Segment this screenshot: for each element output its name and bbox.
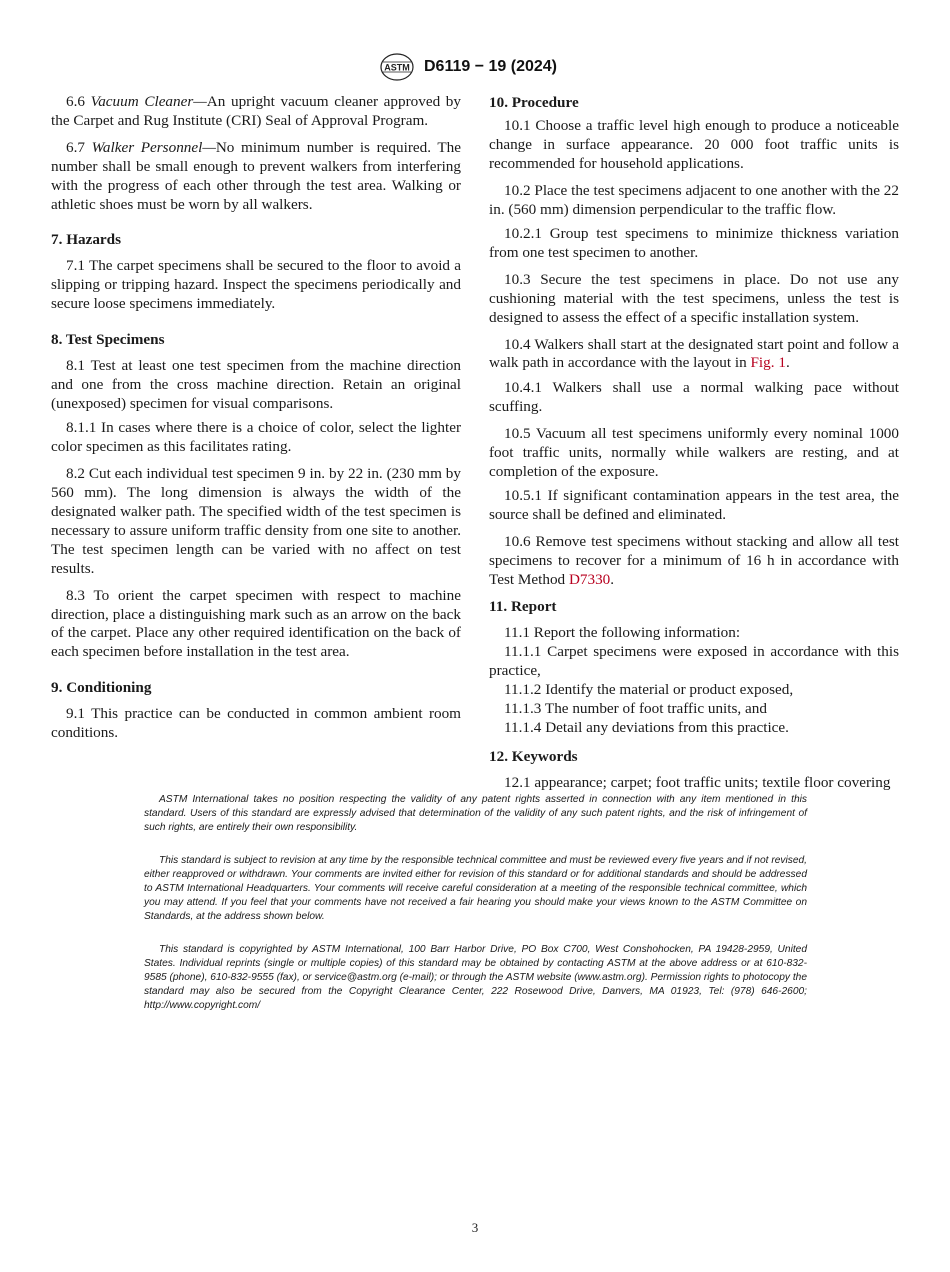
figure-1-link[interactable]: Fig. 1: [750, 354, 786, 372]
paragraph-10-5-1: 10.5.1 If significant contamination appears in the test area, the source shall be defined and eliminated.: [489, 486, 899, 523]
paragraph-10-3: 10.3 Secure the test specimens in place. Do not use any cushioning material with the test specimens, unless the test is designed to assess the effect of a specific installation system.: [489, 270, 899, 326]
paragraph-11-1-3: 11.1.3 The number of foot traffic units, and: [504, 700, 767, 718]
right-column: [489, 93, 899, 798]
paragraph-6-7: 6.7 Walker Personnel—No minimum number is required. The number shall be small enough to prevent walkers from interfering with the progress of each other through the test area. Walking or athletic shoes must be worn by all walkers.: [51, 138, 461, 213]
paragraph-6-6: 6.6 Vacuum Cleaner—An upright vacuum cleaner approved by the Carpet and Rug Institute (CRI) Seal of Approval Program.: [51, 93, 461, 129]
standard-designation: D6119 − 19 (2024): [424, 58, 557, 75]
section-heading-report: 11. Report: [489, 598, 557, 616]
legal-footnotes: [144, 793, 807, 1032]
left-column: [51, 93, 461, 749]
d7330-link[interactable]: D7330: [568, 570, 611, 588]
paragraph-10-6: 10.6 Remove test specimens without stacking and allow all test specimens to recover for a minimum of 16 h in accordance with Test Method D7330.: [489, 532, 899, 588]
paragraph-10-5: 10.5 Vacuum all test specimens uniformly every nominal 1000 foot traffic units, normally while walkers are resting, and at completion of the exposure.: [489, 424, 899, 480]
term-vacuum-cleaner: Vacuum Cleaner—: [90, 93, 207, 110]
paragraph-8-1-1: 8.1.1 In cases where there is a choice of color, select the lighter color specimen as this facilitates rating.: [51, 419, 461, 456]
paragraph-11-1-4: 11.1.4 Detail any deviations from this practice.: [504, 718, 789, 736]
copyright-notice: This standard is copyrighted by ASTM International, 100 Barr Harbor Drive, PO Box C700, West Conshohocken, PA 19428-2959, United States. Individual reprints (single or multiple copies) of this standard may be obtained by contacting ASTM at the above address or at 610-832-9585 (phone), 610-832-9555 (fax), or service@astm.org (e-mail); or through the ASTM website (www.astm.org). Permission rights to photocopy the standard may also be secured from the Copyright Clearance Center, 222 Rosewood Drive, Danvers, MA 01923, Tel: (978) 646-2600; http://www.copyright.com/: [144, 944, 807, 1011]
page-header: [0, 50, 950, 84]
paragraph-9-1: 9.1 This practice can be conducted in common ambient room conditions.: [51, 705, 461, 742]
paragraph-10-2: 10.2 Place the test specimens adjacent to one another with the 22 in. (560 mm) dimension perpendicular to the traffic flow.: [489, 181, 899, 218]
paragraph-10-1: 10.1 Choose a traffic level high enough to produce a noticeable change in surface appearance. 20 000 foot traffic units is recommended for household applications.: [489, 117, 899, 172]
section-heading-keywords: 12. Keywords: [489, 747, 578, 765]
svg-text:ASTM: ASTM: [384, 62, 410, 73]
paragraph-10-4-1: 10.4.1 Walkers shall use a normal walking pace without scuffing.: [489, 378, 899, 415]
paragraph-11-1-1: 11.1.1 Carpet specimens were exposed in accordance with this practice,: [489, 643, 899, 680]
revision-notice: This standard is subject to revision at any time by the responsible technical committee and must be reviewed every five years and if not revised, either reapproved or withdrawn. Your comments are invited either for revision of this standard or for additional standards and should be addressed to ASTM International Headquarters. Your comments will receive careful consideration at a meeting of the responsible technical committee, which you may attend. If you feel that your comments have not received a fair hearing you should make your views known to the ASTM Committee on Standards, at the address shown below.: [144, 855, 807, 922]
paragraph-11-1: 11.1 Report the following information:: [504, 624, 741, 642]
section-heading-conditioning: 9. Conditioning: [51, 679, 152, 697]
paragraph-8-3: 8.3 To orient the carpet specimen with respect to machine direction, place a distinguishing mark such as an arrow on the back of the carpet. Place any other required identification on the back of each specimen before installation in the test area.: [51, 586, 461, 661]
term-walker-personnel: Walker Personnel—: [91, 138, 216, 156]
section-heading-hazards: 7. Hazards: [51, 231, 122, 249]
paragraph-10-2-1: 10.2.1 Group test specimens to minimize thickness variation from one test specimen to another.: [489, 225, 899, 261]
paragraph-8-1: 8.1 Test at least one test specimen from the machine direction and one from the cross machine direction. Retain an original (unexposed) specimen for visual comparisons.: [51, 357, 461, 412]
section-heading-test-specimens: 8. Test Specimens: [51, 331, 165, 349]
section-heading-procedure: 10. Procedure: [489, 94, 579, 111]
paragraph-12-1: 12.1 appearance; carpet; foot traffic units; textile floor covering: [504, 773, 891, 791]
astm-logo-icon: [379, 52, 415, 82]
paragraph-7-1: 7.1 The carpet specimens shall be secured to the floor to avoid a slipping or tripping hazard. Inspect the specimens periodically and secure loose specimens immediately.: [51, 257, 461, 313]
paragraph-10-4: 10.4 Walkers shall start at the designated start point and follow a walk path in accordance with the layout in Fig. 1.: [489, 335, 899, 372]
patent-notice: ASTM International takes no position respecting the validity of any patent rights asserted in connection with any item mentioned in this standard. Users of this standard are expressly advised that determination of the validity of any such patent rights, and the risk of infringement of such rights, are entirely their own responsibility.: [144, 794, 807, 833]
paragraph-8-2: 8.2 Cut each individual test specimen 9 in. by 22 in. (230 mm by 560 mm). The long dimension is always the width of the designated walker path. The specified width of the test specimen is necessary to assure uniform traffic density from one site to another. The test specimen length can be varied with no affect on test results.: [51, 465, 461, 577]
page-number: 3: [471, 1220, 479, 1235]
paragraph-11-1-2: 11.1.2 Identify the material or product exposed,: [504, 681, 794, 699]
